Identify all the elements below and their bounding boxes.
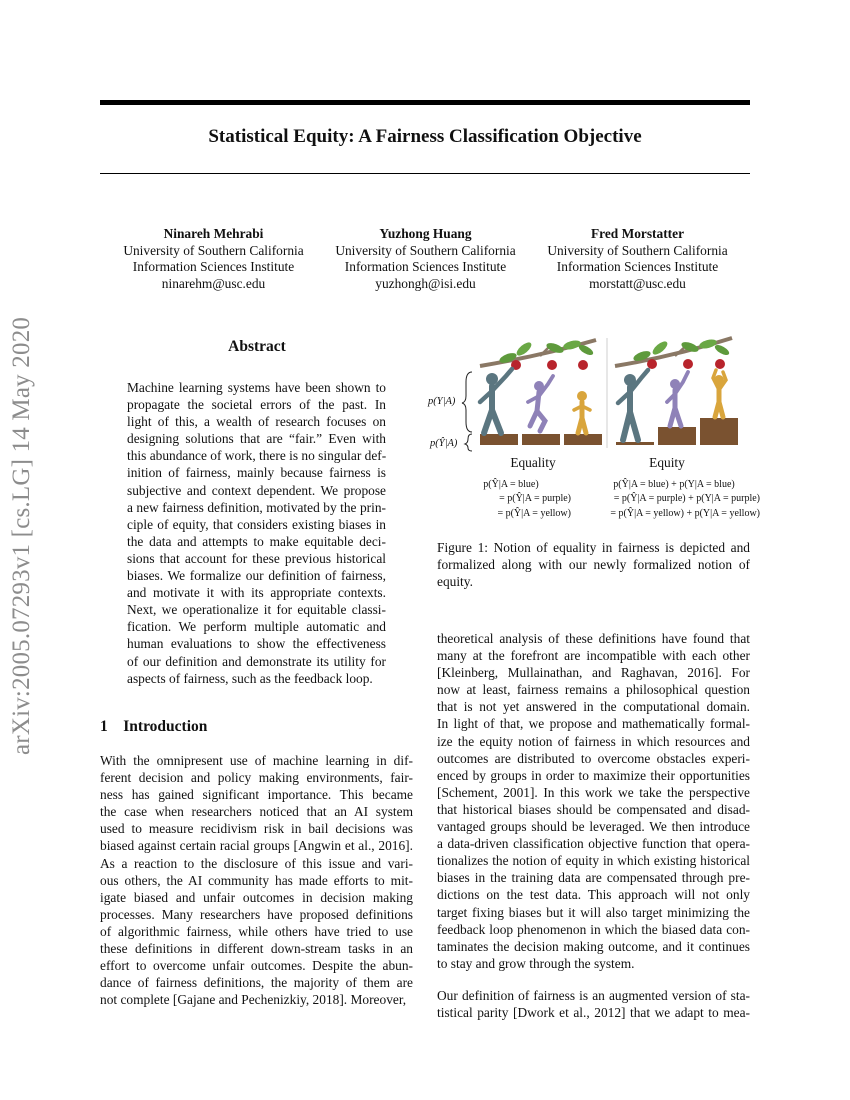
abstract-line: light of this, a wealth of research focuses on <box>127 414 386 430</box>
abstract-line: propagate the societal errors of the past. In <box>127 397 386 413</box>
body-line: biases in the training data are compensated through pre- <box>437 870 750 886</box>
abstract-line: the data and attempts to make equitable deci- <box>127 533 386 549</box>
author-block-2 <box>318 226 533 292</box>
author-name: Fred Morstatter <box>590 226 685 241</box>
body-line: [Kleinberg, Mullainathan, and Raghavan, 2016]. For <box>437 665 750 681</box>
intro-line: igate biased and unfair outcomes in decision making <box>100 889 413 905</box>
abstract-line: designing solutions that are “fair.” Even with <box>127 431 386 447</box>
equity-formula <box>572 478 760 521</box>
arxiv-identifier: arXiv:2005.07293v1 [cs.LG] 14 May 2020 <box>8 316 35 756</box>
body-line: tionalizes the notion of equity in which existing historical <box>437 853 750 869</box>
abstract-line: biases. We formalize our definition of fairness, <box>127 568 386 584</box>
formula-line: = p(Ŷ|A = purple) <box>499 493 571 505</box>
right-tree-branch <box>615 338 732 369</box>
caption-line: equity. <box>437 574 473 590</box>
body-line: target fixing biases but it will also target minimizing the <box>437 904 750 920</box>
abstract-heading: Abstract <box>228 338 286 355</box>
equality-formula <box>431 478 571 521</box>
paper-title: Statistical Equity: A Fairness Classification Objective <box>208 126 642 147</box>
caption-line: Figure 1: Notion of equality in fairness is depicted and <box>437 540 750 555</box>
abstract-line: a new fairness definition, motivated by the prin- <box>127 499 386 515</box>
author-name: Ninareh Mehrabi <box>163 226 264 241</box>
formula-line: = p(Ŷ|A = yellow) <box>497 507 571 519</box>
purple-person <box>667 372 688 426</box>
formula-line: = p(Ŷ|A = purple) + p(Y|A = purple) <box>613 493 760 505</box>
author-affiliation: Information Sciences Institute <box>556 259 719 275</box>
intro-line: As a reaction to the disclosure of this issue and vari- <box>100 855 413 871</box>
body-line: many at the forefront are incompatible with each other <box>437 648 750 664</box>
intro-line: biased against certain racial groups [Angwin et al., 2016]. <box>100 838 413 854</box>
caption-line: formalized along with our newly formalized notion of <box>437 557 750 573</box>
body-line: vantaged groups should be leveraged. We then introduce <box>437 819 750 835</box>
author-email[interactable]: ninarehm@usc.edu <box>161 275 266 291</box>
intro-line: these definitions in different down-stream tasks in an <box>100 941 413 957</box>
body-line: theoretical analysis of these definitions have found that <box>437 631 750 646</box>
intro-body <box>100 752 413 1008</box>
abstract-line: of our definition and demonstrate its utility for <box>127 653 386 669</box>
brace-bottom <box>465 434 472 451</box>
abstract-line: Next, we operationalize it for equitable classi- <box>127 602 386 618</box>
body-line: ize the equity notion of fairness in which resources and <box>437 733 750 749</box>
author-affiliation: University of Southern California <box>123 242 304 258</box>
intro-line: ness has gained significant importance. This became <box>100 787 413 803</box>
abstract-line: subjective and context dependent. We propose <box>127 482 386 498</box>
yellow-person <box>713 370 726 417</box>
author-block-3 <box>530 226 745 292</box>
intro-line: With the omnipresent use of machine learning in dif- <box>100 753 413 768</box>
body-line: Our definition of fairness is an augmented version of sta- <box>437 988 750 1003</box>
body-line: enced by groups in order to maximize their opportunities <box>437 767 750 783</box>
intro-line: processes. Many researchers have proposed definitions <box>100 906 413 922</box>
intro-line: ferent decision and policy making environments, fair- <box>100 770 413 786</box>
author-name: Yuzhong Huang <box>379 226 472 241</box>
intro-line: of algorithmic fairness, while others have tried to use <box>100 923 413 939</box>
label-p-y-given-a: p(Y|A) <box>428 396 456 407</box>
body-line: now at least, fairness remains a philosophical question <box>437 682 750 698</box>
body-line: that is not yet answered in the computational domain. <box>437 699 750 715</box>
author-affiliation: Information Sciences Institute <box>132 259 295 275</box>
equality-people <box>480 369 590 433</box>
abstract-line: ciple of equity, that considers existing biases in <box>127 516 386 532</box>
body-line: feedback loop phenomenon in which the biased data con- <box>437 921 750 937</box>
body-line: a data-driven classification objective function that opera- <box>437 836 750 852</box>
brace-top <box>462 372 472 432</box>
abstract-line: and motivate it with its appropriate contexts. <box>127 585 386 601</box>
abstract-line: fication. We perform multiple automatic and <box>127 619 386 635</box>
body-line: taminates the decision making outcome, and it continues <box>437 938 750 954</box>
body-line: [Schement, 2001]. In this work we take the perspective <box>437 784 750 800</box>
intro-line: dance of fairness definitions, the majority of them are <box>100 975 413 991</box>
abstract-line: inition of fairness, mainly because fairness is <box>127 465 386 481</box>
author-email[interactable]: morstatt@usc.edu <box>589 275 686 291</box>
blue-person <box>480 369 512 433</box>
intro-line: effort to overcome unfair outcomes. Despite the abun- <box>100 958 413 974</box>
body-line: that historical biases should be compensated and disad- <box>437 801 750 817</box>
blue-person <box>618 370 648 440</box>
abstract-line: this abundance of work, there is no singular def- <box>127 448 387 464</box>
author-block-1 <box>106 226 321 292</box>
abstract-line: Machine learning systems have been shown to <box>127 380 386 395</box>
title-bottom-rule <box>100 173 750 174</box>
intro-line: the case when researchers noticed that an AI system <box>100 804 413 820</box>
right-column-paragraph-2 <box>437 987 750 1021</box>
author-affiliation: University of Southern California <box>335 242 516 258</box>
section-title: Introduction <box>123 718 208 735</box>
body-line: outcomes are distributed to overcome obstacles experi- <box>437 750 750 766</box>
abstract-body <box>127 379 386 687</box>
right-column-paragraph-1 <box>437 630 750 972</box>
author-email[interactable]: yuzhongh@isi.edu <box>375 275 476 291</box>
yellow-person <box>574 391 590 433</box>
abstract-line: sions that account for these previous historical <box>127 550 386 566</box>
body-line: to stay and grow through the system. <box>437 955 635 971</box>
intro-line: ous others, the AI community has made efforts to mit- <box>100 872 413 888</box>
intro-line: used to measure recidivism risk in bail decisions was <box>100 821 413 837</box>
left-tree-branch <box>480 339 596 370</box>
equity-title: Equity <box>649 455 685 470</box>
equality-boxes <box>480 434 602 445</box>
intro-heading <box>100 718 207 736</box>
abstract-line: aspects of fairness, such as the feedback loop. <box>127 670 373 686</box>
label-p-yhat-given-a: p(Ŷ|A) <box>430 438 458 449</box>
equality-equity-figure <box>420 336 750 454</box>
equality-title: Equality <box>510 455 556 470</box>
body-line: tistical parity [Dwork et al., 2012] that we adapt to mea- <box>437 1005 750 1021</box>
figure-caption <box>437 539 750 590</box>
purple-person <box>528 376 553 431</box>
author-affiliation: Information Sciences Institute <box>344 259 507 275</box>
title-top-rule <box>100 100 750 105</box>
formula-line: = p(Ŷ|A = yellow) + p(Y|A = yellow) <box>610 507 760 519</box>
abstract-line: human evaluations to show the effectiveness <box>127 636 386 652</box>
section-number: 1 <box>100 718 108 735</box>
intro-line: not complete [Gajane and Pechenizkiy, 2018]. Moreover, <box>100 992 407 1008</box>
author-affiliation: University of Southern California <box>547 242 728 258</box>
formula-line: p(Ŷ|A = blue) <box>483 479 539 490</box>
formula-line: p(Ŷ|A = blue) + p(Y|A = blue) <box>613 479 735 490</box>
body-line: In light of that, we propose and mathematically formal- <box>437 716 750 732</box>
body-line: dictions on the test data. This approach will not only <box>437 887 750 903</box>
